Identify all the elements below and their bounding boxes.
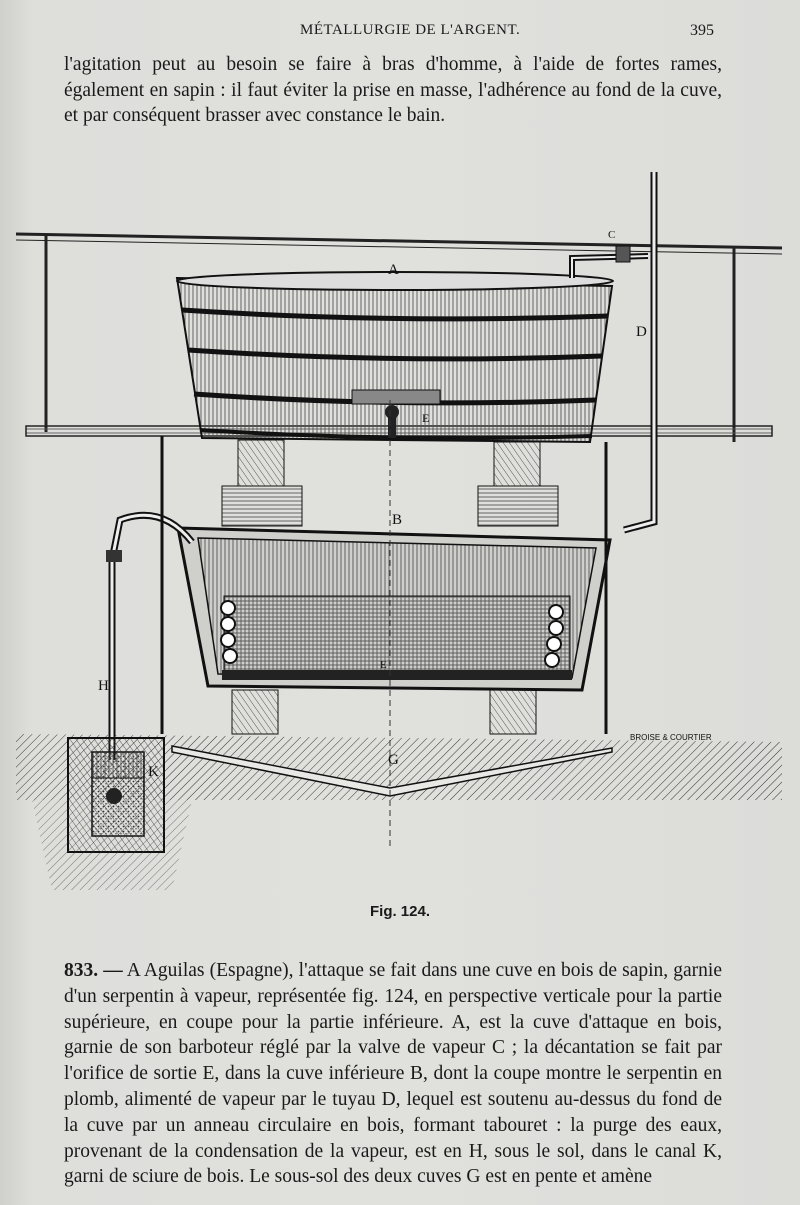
paragraph-number: 833. —: [64, 960, 123, 981]
running-title: MÉTALLURGIE DE L'ARGENT.: [300, 22, 521, 38]
label-b: B: [392, 512, 403, 528]
label-a: A: [388, 262, 399, 278]
page-header: [0, 22, 800, 46]
label-d: D: [636, 324, 647, 340]
paragraph-text: A Aguilas (Espagne), l'attaque se fait dans une cuve en bois de sapin, garnie d'un serpentin à vapeur, représentée fig. 124, en perspective verticale pour la partie supérieure, en coupe pour la partie inférieure. A, est la cuve d'attaque en bois, garnie de son barboteur réglé par la valve de vapeur C ; la décantation se fait par l'orifice de sortie E, dans la cuve inférieure B, dont la coupe montre le serpentin en plomb, alimenté de vapeur par le tuyau D, lequel est soutenu au-dessus du fond de la cuve par un anneau circulaire en bois, formant tabouret : la purge des eaux, provenant de la condensation de la vapeur, est en H, sous le sol, dans le canal K, garni de sciure de bois. Le sous-sol des deux cuves G est en pente et amène: [64, 960, 723, 1188]
intro-text: l'agitation peut au besoin se faire à bras d'homme, à l'aide de fortes rames, également en sapin : il faut éviter la prise en masse, l'adhérence au fond de la cuve, et par conséquent brasser avec constance le bain.: [64, 54, 722, 126]
vat-engraving: [12, 160, 788, 900]
engraver-credit: BROISE & COURTIER: [630, 733, 712, 742]
figure-illustration: [12, 160, 788, 900]
figure-caption: Fig. 124.: [369, 903, 431, 920]
page-number: 395: [690, 22, 714, 39]
intro-paragraph: [64, 52, 722, 129]
paragraph-833: [64, 958, 722, 1190]
label-k: K: [148, 764, 159, 780]
label-h: H: [98, 678, 109, 694]
label-e-upper: E: [422, 411, 430, 425]
label-c: C: [608, 229, 616, 241]
label-g: G: [388, 752, 399, 768]
lower-supports: [232, 690, 536, 734]
paragraph-body: [64, 958, 722, 1190]
vat-a: [177, 272, 613, 442]
drain-pipe-h: [106, 515, 192, 760]
vat-b: [178, 528, 610, 690]
label-e-lower: E: [380, 659, 387, 671]
